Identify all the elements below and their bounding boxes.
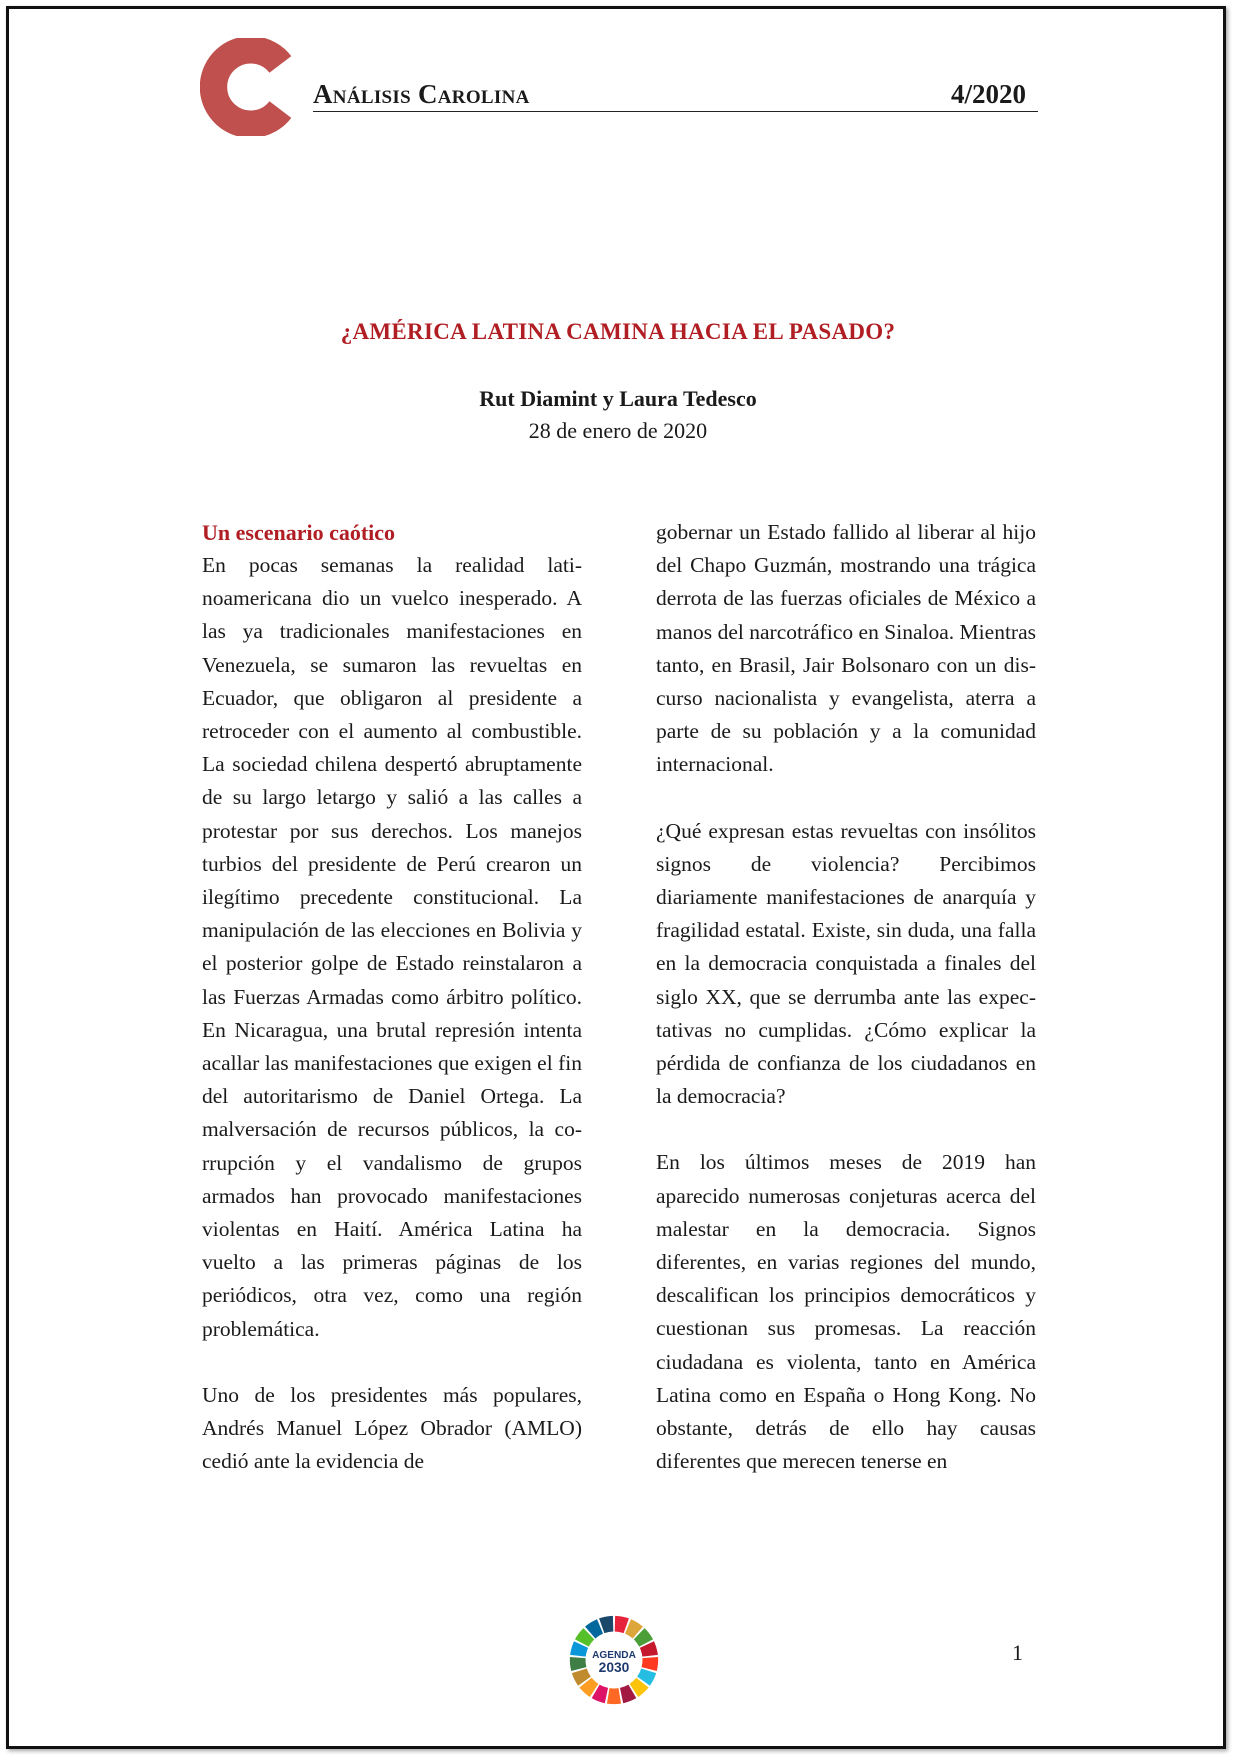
sdg-segment xyxy=(570,1657,587,1671)
paragraph: En los últimos meses de 2019 han aparecido numerosas conjeturas acerca del malestar en la democracia. Signos diferentes, en varias regiones del mundo, descalifican los principios democráticos y cuestionan sus promesas. La reacción ciudadana es violenta, tanto en América Latina como en España o Hong Kong. No obstante, detrás de ello hay causas diferentes que merecen tenerse en xyxy=(656,1150,1036,1474)
agenda-label: AGENDA xyxy=(592,1650,636,1662)
sdg-wheel-icon xyxy=(568,1614,660,1706)
page-header xyxy=(313,75,1038,112)
paragraph: ¿Qué expresan estas revueltas con insólitos signos de violencia? Percibimos diariamente manifestaciones de anarquía y fragilidad estatal. Existe, sin duda, una falla en la democracia conquistada a finales del siglo XX, que se derrumba ante las expectativas no cumplidas. ¿Cómo explicar la pérdida de confianza de los ciudadanos en la democracia? xyxy=(656,818,1036,1109)
journal-name: Análisis Carolina xyxy=(313,79,530,109)
paragraph: Uno de los presidentes más populares, Andrés Manuel López Obrador (AMLO) cedió ante la evidencia de xyxy=(202,1382,582,1474)
page-number: 1 xyxy=(1012,1640,1023,1665)
article-authors: Rut Diamint y Laura Tedesco xyxy=(479,386,757,411)
article-date: 28 de enero de 2020 xyxy=(528,418,708,443)
section-heading: Un escenario caótico xyxy=(202,520,396,545)
carolina-c-logo-icon xyxy=(200,38,298,136)
paragraph: gobernar un Estado fallido al liberar al hijo del Chapo Guzmán, mostrando una trágica derrota de las fuerzas oficiales de México a manos del narcotráfico en Sinaloa. Mientras tanto, en Brasil, Jair Bolsonaro con un discurso nacionalista y evangelista, aterra a parte de su población y a la comunidad internacional. xyxy=(656,520,1036,777)
sdg-segment xyxy=(642,1657,659,1671)
page-frame xyxy=(6,6,1226,1749)
article-title: ¿AMÉRICA LATINA CAMINA HACIA EL PASADO? xyxy=(340,319,896,344)
paragraph: En pocas semanas la realidad latinoamericana dio un vuelco inesperado. A las ya tradicionales manifestaciones en Venezuela, se sumaron las revueltas en Ecuador, que obligaron al presidente a retroceder con el aumento al combustible. La sociedad chilena despertó abruptamente de su largo letargo y salió a las calles a protestar por sus derechos. Los manejos turbios del presidente de Perú crearon un ilegítimo precedente constitucional. La manipulación de las elecciones en Bolivia y el posterior golpe de Estado reinstalaron a las Fuerzas Armadas como árbitro político. En Nicaragua, una brutal represión intenta acallar las manifestaciones que exigen el fin del autoritarismo de Daniel Ortega. La malversación de recursos públicos, la corrupción y el vandalismo de grupos armados han provocado manifestaciones violentas en Haití. América Latina ha vuelto a las primeras páginas de los periódicos, otra vez, como una región problemática. xyxy=(202,553,582,1341)
issue-number: 4/2020 xyxy=(950,79,1026,109)
right-column xyxy=(656,516,1036,1511)
sdg-segment xyxy=(607,1688,621,1704)
agenda-year: 2030 xyxy=(598,1659,630,1675)
left-column xyxy=(202,516,582,1511)
